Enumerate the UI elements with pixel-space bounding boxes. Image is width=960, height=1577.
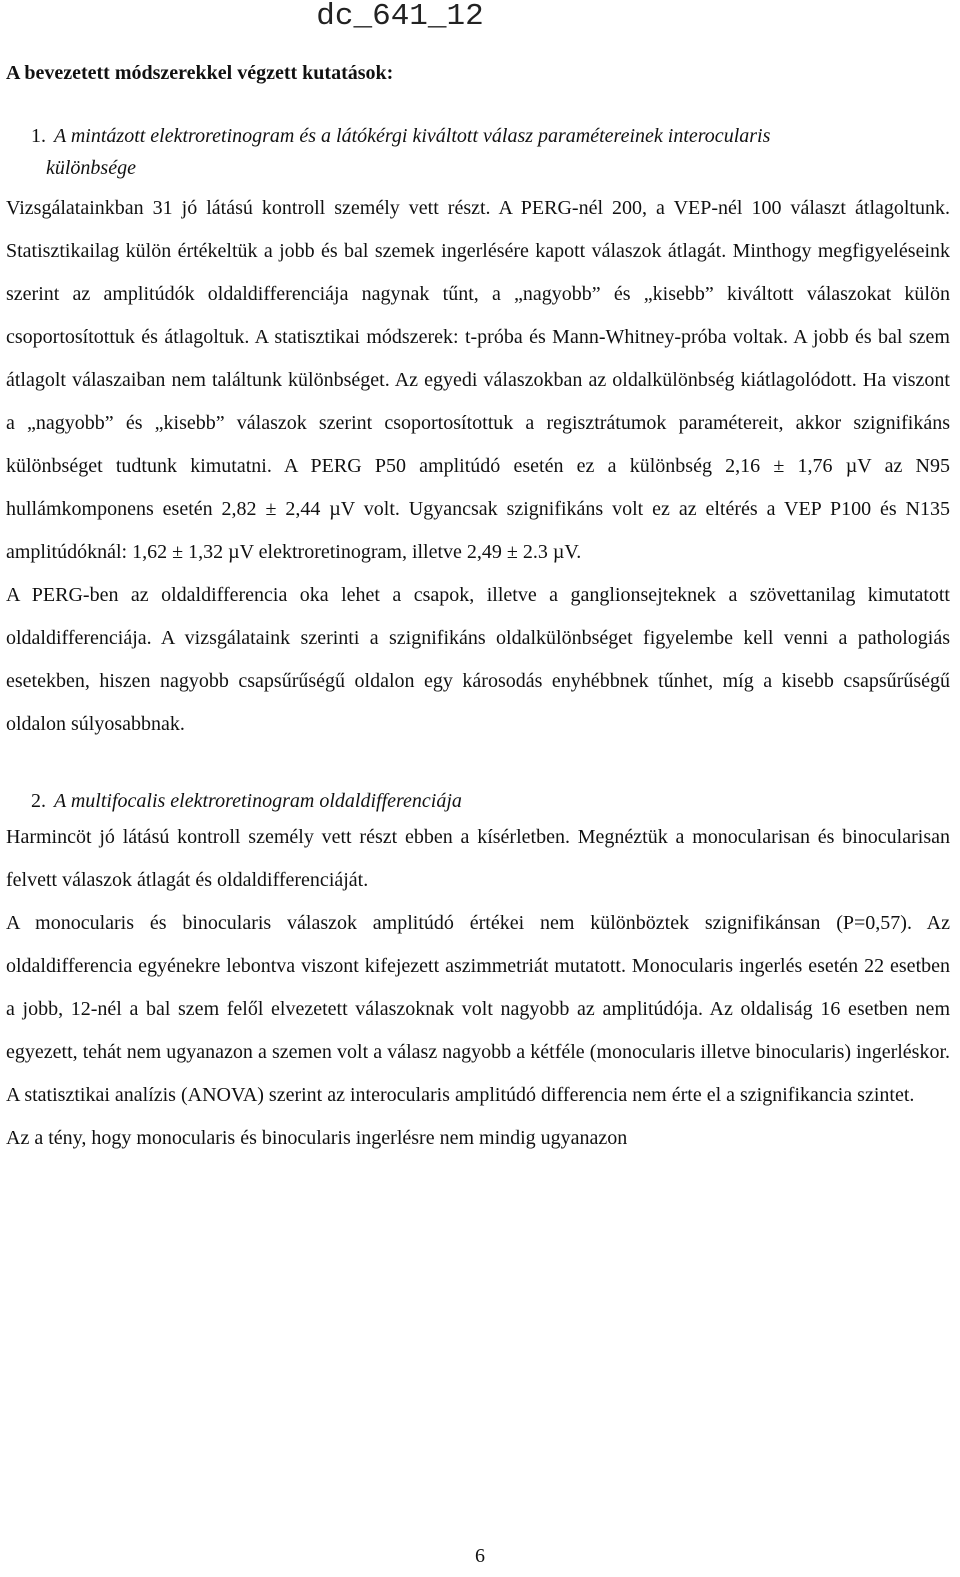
section-1-paragraph-2: A PERG-ben az oldaldifferencia oka lehet a csapok, illetve a ganglionsejteknek a szövettanilag kimutatott oldaldifferenciája. A vizsgálataink szerinti a szignifikáns oldalkülönbséget figyelembe kell venni a pathologiás esetekben, hiszen nagyobb csapsűrűségű oldalon egy károsodás enyhébbnek tűnhet, míg a kisebb csapsűrűségű oldalon súlyosabbnak.	[6, 584, 950, 735]
section-1-title	[6, 120, 950, 153]
section-1-title-line2: különbsége	[46, 157, 136, 179]
section-2-paragraph-1: Harmincöt jó látású kontroll személy vett részt ebben a kísérletben. Megnéztük a monocularisan és binocularisan felvett válaszok átlagát és oldaldifferenciáját.	[6, 826, 950, 891]
section-1-number: 1.	[31, 125, 46, 147]
document-id: dc_641_12	[316, 0, 484, 34]
section-2-paragraph-2: A monocularis és binocularis válaszok amplitúdó értékei nem különböztek szignifikánsan (P=0,57). Az oldaldifferencia egyénekre lebontva viszont kifejezett aszimmetriát mutatott. Monocularis ingerlés esetén 22 esetben a jobb, 12-nél a bal szem felől elvezetett válaszoknak volt nagyobb az amplitúdója. Az oldaliság 16 esetben nem egyezett, tehát nem ugyanazon a szemen volt a válasz nagyobb a kétféle (monocularis illetve binocularis) ingerléskor. A statisztikai analízis (ANOVA) szerint az interocularis amplitúdó differencia nem érte el a szignifikancia szintet.	[6, 912, 950, 1106]
page-heading: A bevezetett módszerekkel végzett kutatások:	[6, 62, 394, 84]
section-1-paragraph-1: Vizsgálatainkban 31 jó látású kontroll személy vett részt. A PERG-nél 200, a VEP-nél 100 választ átlagoltunk. Statisztikailag külön értékeltük a jobb és bal szemek ingerlésére kapott válaszok átlagát. Minthogy megfigyeléseink szerint az amplitúdók oldaldifferenciája nagynak tűnt, a „nagyobb” és „kisebb” kiváltott válaszokat külön csoportosítottuk és átlagoltuk. A statisztikai módszerek: t-próba és Mann-Whitney-próba voltak. A jobb és bal szem átlagolt válaszaiban nem találtunk különbséget. Az egyedi válaszokban az oldalkülönbség kiátlagolódott. Ha viszont a „nagyobb” és „kisebb” válaszok szerint csoportosítottuk a regisztrátumok paramétereit, akkor szignifikáns különbséget tudtunk kimutatni. A PERG P50 amplitúdó esetén ez a különbség 2,16 ± 1,76 µV az N95 hullámkomponens esetén 2,82 ± 2,44 µV volt. Ugyancsak szignifikáns volt ez az eltérés a VEP P100 és N135 amplitúdóknál: 1,62 ± 1,32 µV elektroretinogram, illetve 2,49 ± 2.3 µV.	[6, 197, 950, 563]
section-2-paragraph-3: Az a tény, hogy monocularis és binocularis ingerlésre nem mindig ugyanazon	[6, 1127, 628, 1149]
page-body	[6, 58, 950, 1160]
section-1-title-line1: A mintázott elektroretinogram és a látókérgi kiváltott válasz paramétereinek interocularis	[54, 125, 771, 147]
section-2	[6, 786, 950, 1160]
page-number: 6	[475, 1545, 485, 1567]
section-2-title	[6, 786, 950, 816]
section-1	[6, 120, 950, 746]
section-2-title-text: A multifocalis elektroretinogram oldaldifferenciája	[54, 790, 462, 812]
section-gap	[6, 746, 950, 786]
section-2-number: 2.	[31, 790, 46, 812]
